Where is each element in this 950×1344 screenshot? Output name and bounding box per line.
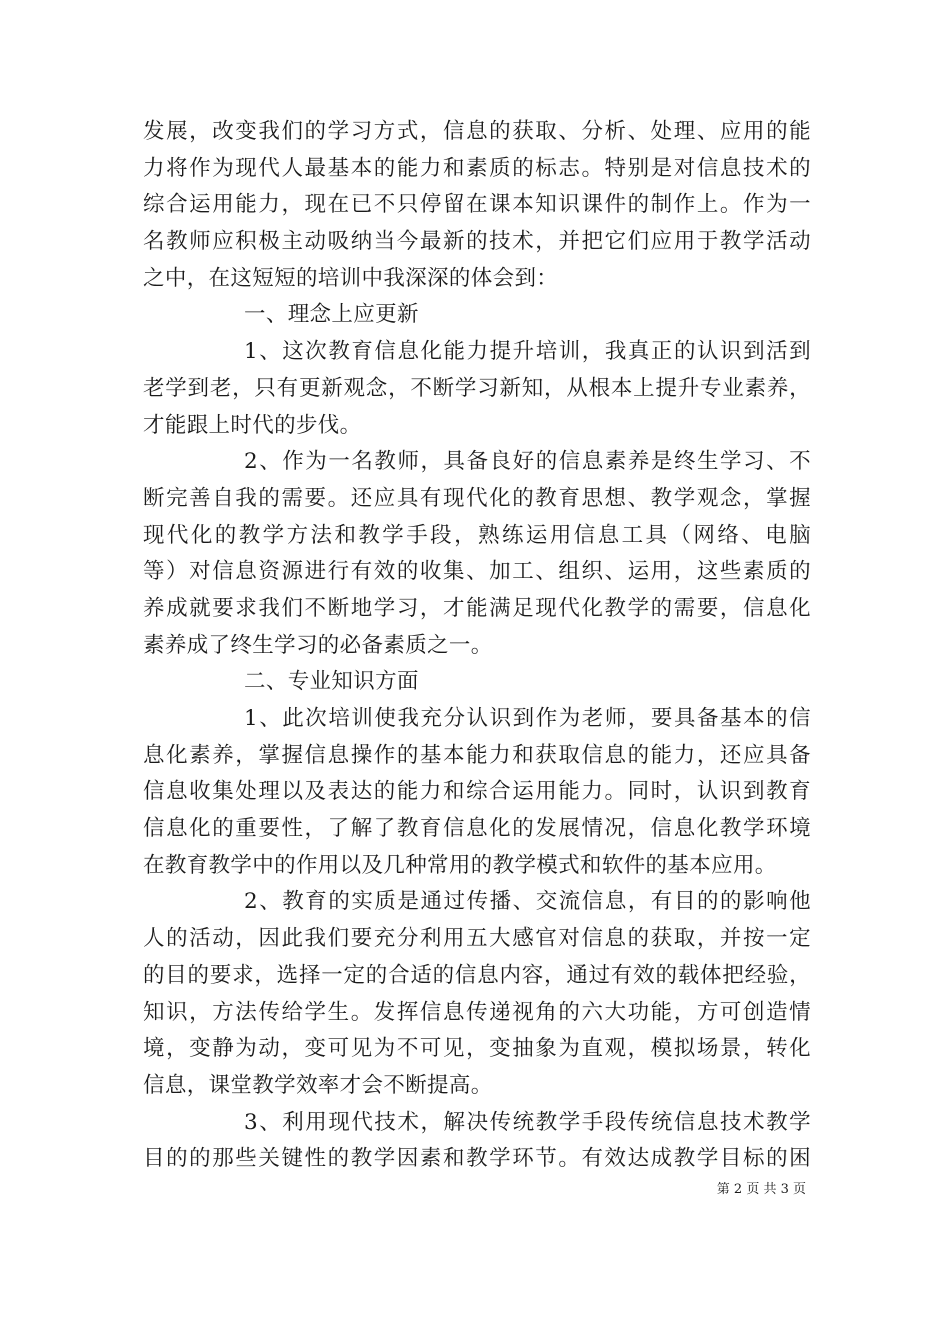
text-line: 名教师应积极主动吸纳当今最新的技术，并把它们应用于教学活动 [143,229,811,255]
text-line: 信息收集处理以及表达的能力和综合运用能力。同时，认识到教育 [143,779,811,805]
text-line: 2、作为一名教师，具备良好的信息素养是终生学习、不 [244,449,811,475]
text-line: 力将作为现代人最基本的能力和素质的标志。特别是对信息技术的 [143,155,811,181]
text-line: 1、此次培训使我充分认识到作为老师，要具备基本的信 [244,706,811,731]
text-line: 信息化的重要性，了解了教育信息化的发展情况，信息化教学环境 [143,816,811,842]
text-line: 一、理念上应更新 [244,302,419,328]
text-line: 之中，在这短短的培训中我深深的体会到： [143,265,559,291]
text-line: 息化素养，掌握信息操作的基本能力和获取信息的能力，还应具备 [143,742,811,768]
text-line: 综合运用能力，现在已不只停留在课本知识课件的制作上。作为一 [143,192,811,218]
text-line: 人的活动，因此我们要充分利用五大感官对信息的获取，并按一定 [143,926,811,952]
text-line: 1、这次教育信息化能力提升培训，我真正的认识到活到 [244,339,811,365]
document-body [143,114,811,1178]
text-line: 的目的要求，选择一定的合适的信息内容，通过有效的载体把经验， [143,962,811,988]
text-line: 老学到老，只有更新观念，不断学习新知，从根本上提升专业素养， [143,375,811,401]
text-line: 境，变静为动，变可见为不可见，变抽象为直观，模拟场景，转化 [143,1036,811,1062]
text-line: 3、利用现代技术，解决传统教学手段传统信息技术教学 [244,1109,811,1135]
text-line: 现代化的教学方法和教学手段，熟练运用信息工具（网络、电脑 [143,522,811,548]
text-line: 信息，课堂教学效率才会不断提高。 [143,1072,493,1098]
text-line: 素养成了终生学习的必备素质之一。 [143,632,493,658]
page-number-footer: 第 2 页 共 3 页 [716,1182,806,1197]
text-line: 知识，方法传给学生。发挥信息传递视角的六大功能，方可创造情 [143,999,811,1025]
text-line: 目的的那些关键性的教学因素和教学环节。有效达成教学目标的困 [143,1146,811,1172]
text-line: 二、专业知识方面 [244,669,419,695]
text-line: 才能跟上时代的步伐。 [143,412,362,438]
text-line: 发展，改变我们的学习方式，信息的获取、分析、处理、应用的能 [143,119,811,144]
text-line: 养成就要求我们不断地学习，才能满足现代化教学的需要，信息化 [143,595,811,621]
text-line: 在教育教学中的作用以及几种常用的教学模式和软件的基本应用。 [143,852,777,878]
text-line: 等）对信息资源进行有效的收集、加工、组织、运用，这些素质的 [143,559,811,585]
text-line: 2、教育的实质是通过传播、交流信息，有目的的影响他 [244,889,811,915]
text-line: 断完善自我的需要。还应具有现代化的教育思想、教学观念，掌握 [143,485,811,511]
